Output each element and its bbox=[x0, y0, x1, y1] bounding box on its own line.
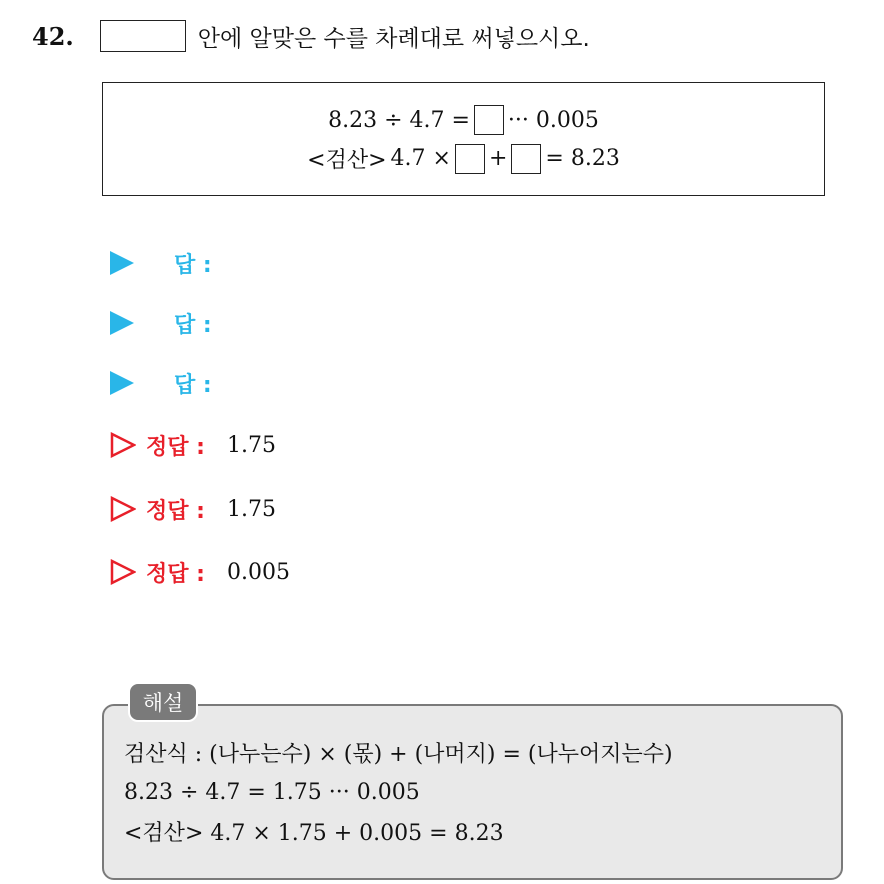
plus-sign: + bbox=[488, 146, 508, 171]
explanation-line-1: 검산식 : (나누는수) × (몫) + (나머지) = (나누어지는수) bbox=[124, 742, 673, 767]
correct-value: 1.75 bbox=[226, 432, 276, 458]
correct-label: 정답 : bbox=[146, 434, 205, 460]
answer-label: 답 : bbox=[174, 312, 212, 338]
correct-label: 정답 : bbox=[146, 498, 205, 524]
check-equation bbox=[103, 143, 824, 174]
correct-value: 0.005 bbox=[226, 559, 290, 585]
correct-row-3 bbox=[110, 552, 290, 592]
question-instruction: 안에 알맞은 수를 차례대로 써넣으시오. bbox=[197, 25, 590, 52]
outline-triangle-icon bbox=[110, 432, 136, 458]
blank-box-sample bbox=[100, 20, 186, 52]
answer-row-3[interactable] bbox=[110, 363, 212, 403]
explanation-line-2: 8.23 ÷ 4.7 = 1.75 ··· 0.005 bbox=[124, 780, 420, 805]
answer-row-1[interactable] bbox=[110, 243, 212, 283]
quotient-blank[interactable] bbox=[474, 105, 504, 135]
play-triangle-icon bbox=[110, 371, 134, 395]
question-header bbox=[32, 16, 590, 56]
explanation-tag: 해설 bbox=[128, 682, 198, 722]
check-tag: <검산> bbox=[307, 148, 387, 173]
answer-label: 답 : bbox=[174, 372, 212, 398]
explanation-line-3: <검산> 4.7 × 1.75 + 0.005 = 8.23 bbox=[124, 821, 504, 846]
question-number: 42. bbox=[32, 21, 74, 51]
play-triangle-icon bbox=[110, 251, 134, 275]
outline-triangle-icon bbox=[110, 496, 136, 522]
division-equation bbox=[103, 105, 824, 135]
correct-row-2 bbox=[110, 489, 276, 529]
correct-label: 정답 : bbox=[146, 561, 205, 587]
check-remainder-blank[interactable] bbox=[511, 144, 541, 174]
answer-label: 답 : bbox=[174, 252, 212, 278]
outline-triangle-icon bbox=[110, 559, 136, 585]
problem-box bbox=[102, 82, 825, 196]
check-multiplier: 4.7 × bbox=[390, 146, 451, 171]
check-quotient-blank[interactable] bbox=[455, 144, 485, 174]
correct-row-1 bbox=[110, 425, 276, 465]
play-triangle-icon bbox=[110, 311, 134, 335]
correct-value: 1.75 bbox=[226, 496, 276, 522]
check-result: = 8.23 bbox=[545, 146, 620, 171]
answer-row-2[interactable] bbox=[110, 303, 212, 343]
remainder-text: ··· 0.005 bbox=[507, 107, 599, 133]
division-expression: 8.23 ÷ 4.7 = bbox=[328, 107, 470, 133]
